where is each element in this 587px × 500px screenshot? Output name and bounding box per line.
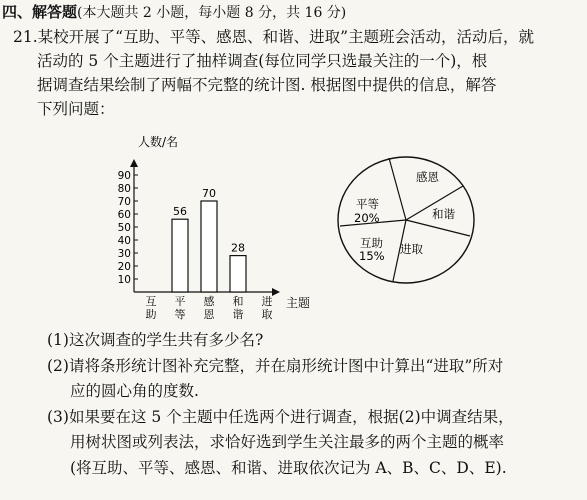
bar-chart-categories <box>146 294 273 321</box>
bar-chart-ytick-label: 40 <box>117 235 131 247</box>
problem-number: 21. <box>13 28 38 46</box>
pie-label-ganen: 感恩 <box>416 170 439 184</box>
bar-chart-ylabel: 人数/名 <box>138 135 179 149</box>
question-3-line-3: (将互助、平等、感恩、和谐、进取依次记为 A、B、C、D、E). <box>70 459 507 477</box>
bar-chart-ytick-label: 80 <box>117 183 131 195</box>
pie-pct-huzhu: 15% <box>359 249 385 263</box>
pie-label-jinqu: 进取 <box>400 242 423 256</box>
bar-chart-ytick-label: 20 <box>117 261 131 273</box>
bar-chart-xlabel: 主题 <box>286 296 311 310</box>
problem-line-1 <box>13 27 534 47</box>
bar-chart-category-label: 进 <box>261 295 273 308</box>
pie-label-hexie: 和谐 <box>432 207 455 221</box>
bar-chart-data-label: 28 <box>231 241 245 255</box>
bar-chart-category-label: 平 <box>174 295 186 308</box>
pie-label-huzhu: 互助 <box>360 236 383 250</box>
bar-chart-bars <box>172 187 246 292</box>
bar-chart-yticks <box>118 170 138 286</box>
bar-chart-data-label: 56 <box>173 205 187 219</box>
pie-chart <box>336 150 476 290</box>
section-heading <box>2 2 346 23</box>
bar-chart-y-arrow <box>130 159 138 167</box>
bar-chart-x-arrow <box>272 288 280 296</box>
bar-chart-category-label: 取 <box>261 308 273 321</box>
bar-chart-category-label: 和 <box>232 295 244 308</box>
bar-chart-data-label: 70 <box>202 187 216 200</box>
pie-divider <box>389 158 406 220</box>
problem-line-3: 据调查结果绘制了两幅不完整的统计图. 根据图中提供的信息，解答 <box>37 76 497 94</box>
question-3-line-1: (3)如果要在这 5 个主题中任选两个进行调查，根据(2)中调查结果， <box>47 408 514 426</box>
pie-label-pingdeng: 平等 <box>356 197 379 211</box>
bar-chart-ytick-label: 30 <box>117 248 131 260</box>
section-title: 四、解答题 <box>2 3 78 21</box>
section-note: (本大题共 2 小题，每小题 8 分，共 16 分) <box>77 5 347 21</box>
question-2-line-2: 应的圆心角的度数. <box>70 382 199 400</box>
bar-chart-bar <box>201 201 217 292</box>
bar-chart-ytick-label: 50 <box>117 222 131 234</box>
bar-chart-ytick-label: 10 <box>117 274 131 286</box>
problem-line-2: 活动的 5 个主题进行了抽样调查(每位同学只选最关注的一个)，根 <box>37 52 488 70</box>
bar-chart-category-label: 恩 <box>203 308 215 321</box>
bar-chart-category-label: 互 <box>145 295 157 308</box>
pie-pct-pingdeng: 20% <box>354 211 380 225</box>
bar-chart-category-label: 助 <box>145 308 157 321</box>
question-2-line-1: (2)请将条形统计图补充完整，并在扇形统计图中计算出“进取”所对 <box>47 357 504 375</box>
bar-chart-ytick-label: 70 <box>117 196 131 208</box>
bar-chart-ytick-label: 90 <box>117 170 131 182</box>
bar-chart-category-label: 等 <box>174 308 186 321</box>
question-1: (1)这次调查的学生共有多少名? <box>47 331 264 349</box>
problem-line-4: 下列问题： <box>37 100 115 118</box>
pie-divider <box>406 220 470 236</box>
question-3-line-2: 用树状图或列表法，求恰好选到学生关注最多的两个主题的概率 <box>70 433 505 451</box>
bar-chart <box>108 128 368 328</box>
problem-text: 某校开展了“互助、平等、感恩、和谐、进取”主题班会活动，活动后，就 <box>37 28 535 46</box>
bar-chart-ytick-label: 60 <box>117 209 131 221</box>
bar-chart-bar <box>230 256 246 292</box>
bar-chart-bar <box>172 219 188 292</box>
bar-chart-category-label: 感 <box>203 295 215 308</box>
bar-chart-category-label: 谐 <box>232 308 244 321</box>
